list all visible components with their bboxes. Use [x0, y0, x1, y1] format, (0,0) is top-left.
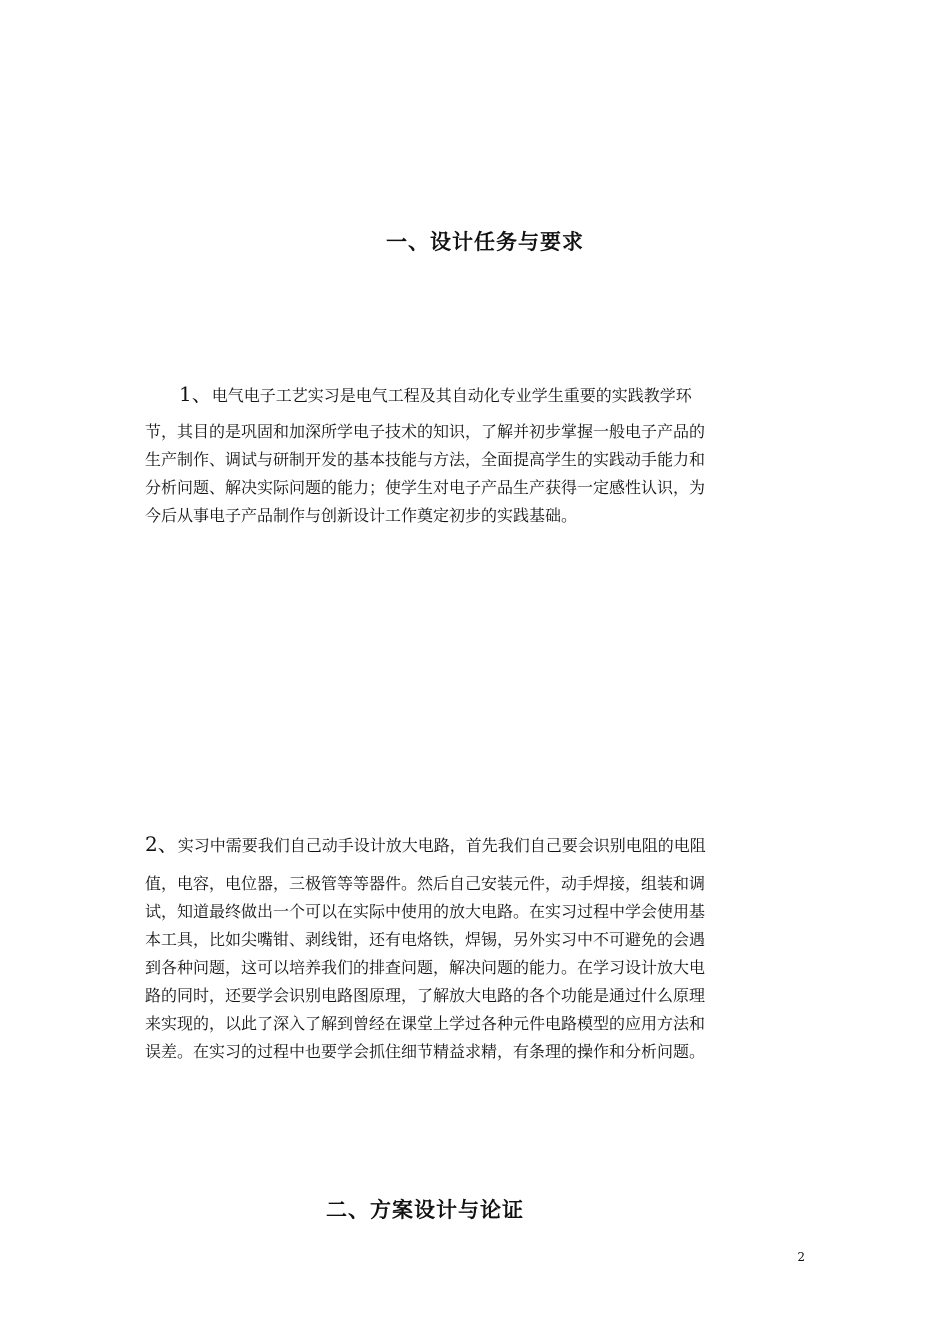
- paragraph-2-line-4: 本工具，比如尖嘴钳、剥线钳，还有电烙铁，焊锡，另外实习中不可避免的会遇: [145, 930, 706, 949]
- paragraph-2-line-5: 到各种问题，这可以培养我们的排查问题，解决问题的能力。在学习设计放大电: [145, 958, 706, 977]
- paragraph-1-line-5: 今后从事电子产品制作与创新设计工作奠定初步的实践基础。: [145, 506, 578, 525]
- paragraph-1-line-1: [145, 380, 805, 418]
- paragraph-2-line-8: 误差。在实习的过程中也要学会抓住细节精益求精，有条理的操作和分析问题。: [145, 1042, 706, 1061]
- paragraph-2-line-6: 路的同时，还要学会识别电路图原理，了解放大电路的各个功能是通过什么原理: [145, 986, 706, 1005]
- paragraph-1-line-4: 分析问题、解决实际问题的能力；使学生对电子产品生产获得一定感性认识，为: [145, 478, 706, 497]
- paragraph-2-line-1-text: 实习中需要我们自己动手设计放大电路，首先我们自己要会识别电阻的电阻: [177, 836, 706, 855]
- paragraph-1: [145, 380, 805, 530]
- paragraph-2-line-3: 试，知道最终做出一个可以在实际中使用的放大电路。在实习过程中学会使用基: [145, 902, 706, 921]
- page-number: 2: [797, 1250, 805, 1264]
- section-heading-1: 一、设计任务与要求: [386, 229, 584, 254]
- paragraph-1-line-1-text: 电气电子工艺实习是电气工程及其自动化专业学生重要的实践教学环: [211, 386, 692, 405]
- paragraph-2-number: 2、: [145, 832, 178, 856]
- paragraph-1-line-2: 节，其目的是巩固和加深所学电子技术的知识，了解并初步掌握一般电子产品的: [145, 422, 706, 441]
- paragraph-1-number: 1、: [179, 382, 212, 406]
- paragraph-2-line-1: [145, 830, 805, 870]
- section-heading-2: 二、方案设计与论证: [326, 1197, 524, 1222]
- paragraph-1-line-3: 生产制作、调试与研制开发的基本技能与方法，全面提高学生的实践动手能力和: [145, 450, 706, 469]
- paragraph-2: [145, 830, 805, 1066]
- paragraph-2-line-7: 来实现的，以此了深入了解到曾经在课堂上学过各种元件电路模型的应用方法和: [145, 1014, 706, 1033]
- paragraph-2-line-2: 值，电容，电位器，三极管等等器件。然后自己安装元件，动手焊接，组装和调: [145, 874, 706, 893]
